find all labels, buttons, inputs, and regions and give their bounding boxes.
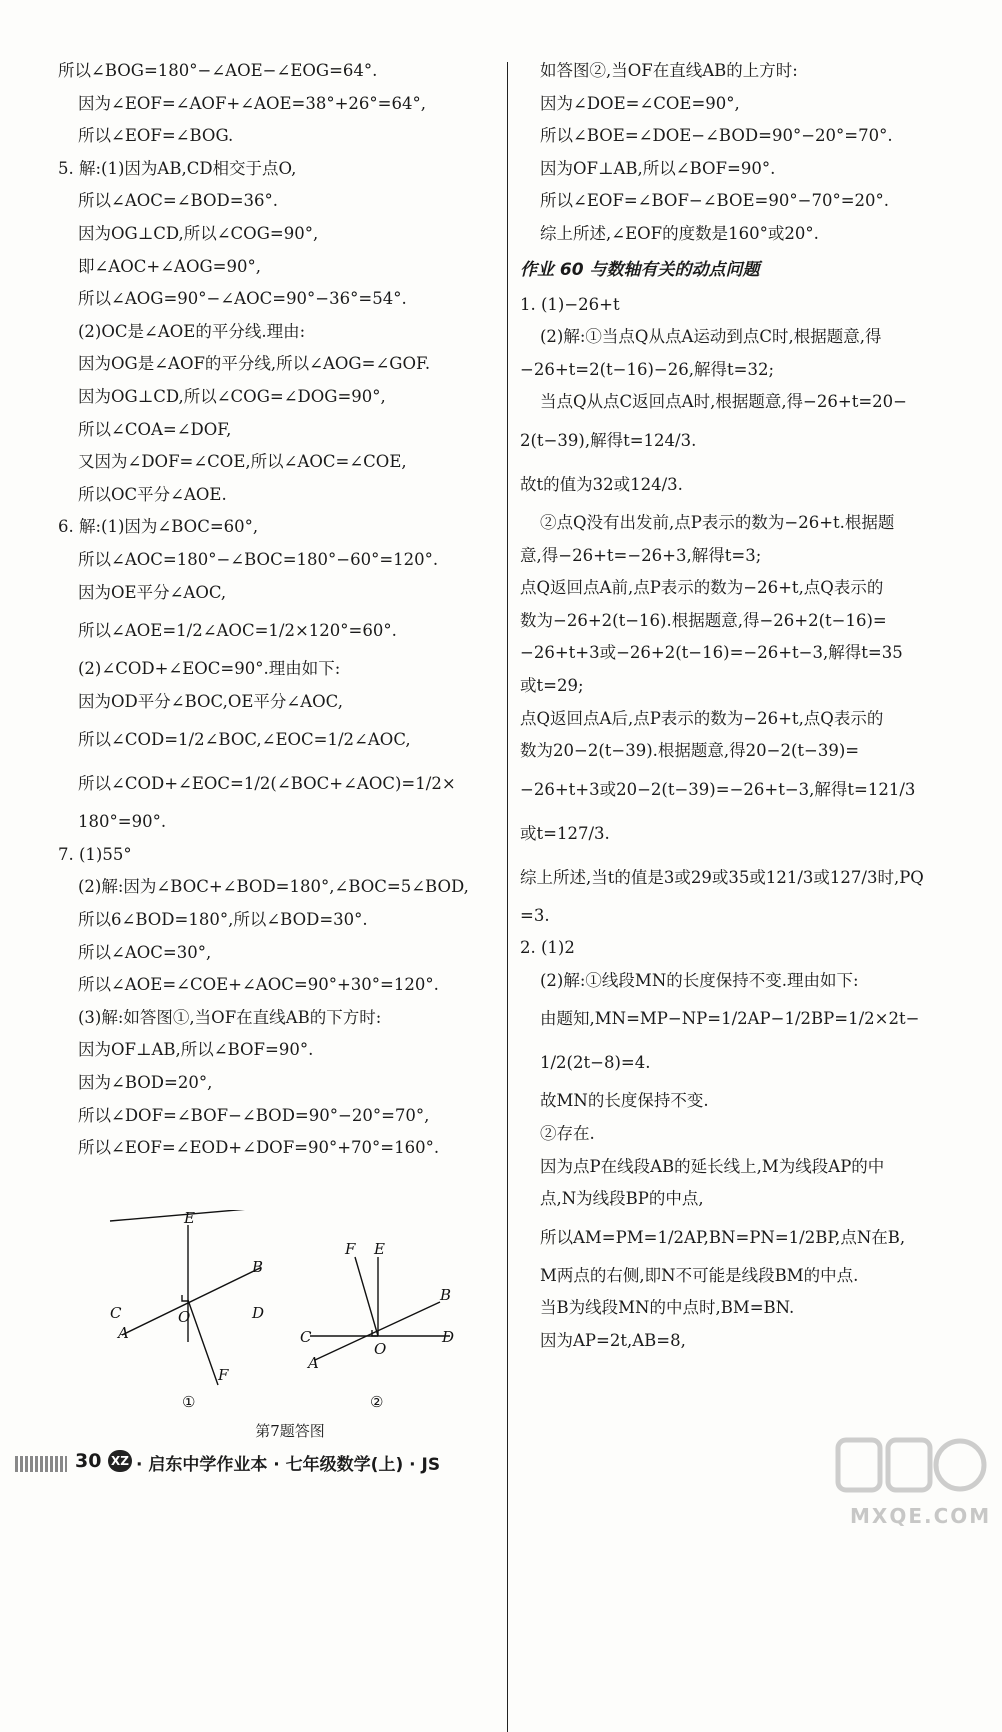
text-line: 或t=29; bbox=[520, 675, 584, 695]
problem-1-heading: 1. (1)−26+t bbox=[520, 294, 620, 314]
text-line: 所以∠AOG=90°−∠AOC=90°−36°=54°. bbox=[78, 289, 407, 309]
fig1-label-d: D bbox=[252, 1304, 265, 1322]
text-line: 所以AM=PM=1/2AP,BN=PN=1/2BP,点N在B, bbox=[540, 1227, 906, 1247]
fig1-label-o: O bbox=[178, 1308, 191, 1326]
text-line: 所以6∠BOD=180°,所以∠BOD=30°. bbox=[78, 910, 368, 930]
text-line: −26+t+3或−26+2(t−16)=−26+t−3,解得t=35 bbox=[520, 643, 903, 663]
text-line: 因为∠BOD=20°, bbox=[78, 1073, 213, 1093]
text-line: −26+t+3或20−2(t−39)=−26+t−3,解得t=121/3 bbox=[520, 779, 916, 799]
fig2-label-e: E bbox=[374, 1240, 385, 1258]
fig2-label-o: O bbox=[374, 1340, 387, 1358]
text-line: 当点Q从点C返回点A时,根据题意,得−26+t=20− bbox=[540, 392, 907, 412]
fig2-label-b: B bbox=[440, 1286, 452, 1304]
publisher-badge: XZ bbox=[108, 1450, 132, 1472]
text-line: 所以∠EOF=∠BOG. bbox=[78, 126, 234, 146]
text-line: 因为OG⊥CD,所以∠COG=∠DOG=90°, bbox=[78, 386, 386, 406]
watermark bbox=[830, 1432, 990, 1532]
text-line: 因为OD平分∠BOC,OE平分∠AOC, bbox=[78, 691, 343, 711]
text-line: 所以∠COA=∠DOF, bbox=[78, 419, 232, 439]
angle-diagram bbox=[100, 1210, 480, 1420]
text-line: 即∠AOC+∠AOG=90°, bbox=[78, 256, 261, 276]
text-line: 当B为线段MN的中点时,BM=BN. bbox=[540, 1298, 795, 1318]
watermark-text: MXQE.COM bbox=[850, 1504, 992, 1528]
text-line: 因为点P在线段AB的延长线上,M为线段AP的中 bbox=[540, 1156, 885, 1176]
text-line: 1/2(2t−8)=4. bbox=[540, 1053, 651, 1073]
text-line: 点Q返回点A后,点P表示的数为−26+t,点Q表示的 bbox=[520, 708, 884, 728]
right-column bbox=[520, 55, 960, 1358]
text-line: 点,N为线段BP的中点, bbox=[540, 1189, 704, 1209]
fig1-label-e: E bbox=[184, 1210, 195, 1227]
page-number: 30 bbox=[75, 1450, 102, 1472]
text-line: 因为OG⊥CD,所以∠COG=90°, bbox=[78, 223, 319, 243]
text-line: 由题知,MN=MP−NP=1/2AP−1/2BP=1/2×2t− bbox=[540, 1009, 920, 1029]
text-line: (2)解:①线段MN的长度保持不变.理由如下: bbox=[540, 970, 859, 990]
problem-7-figures bbox=[100, 1210, 480, 1450]
text-line: 所以∠EOF=∠BOF−∠BOE=90°−70°=20°. bbox=[540, 191, 890, 211]
fig1-label-f: F bbox=[218, 1366, 229, 1384]
text-line: 所以∠AOE=∠COE+∠AOC=90°+30°=120°. bbox=[78, 975, 439, 995]
text-line: 因为∠EOF=∠AOF+∠AOE=38°+26°=64°, bbox=[78, 93, 426, 113]
text-line: =3. bbox=[520, 905, 550, 925]
figure-1 bbox=[110, 1210, 260, 1385]
text-line: 因为AP=2t,AB=8, bbox=[540, 1331, 686, 1351]
text-line: 如答图②,当OF在直线AB的上方时: bbox=[540, 61, 798, 80]
fig2-label-f: F bbox=[345, 1240, 356, 1258]
watermark-logo-icon bbox=[830, 1432, 990, 1502]
problem-7-heading: 7. (1)55° bbox=[58, 844, 132, 864]
text-line: (2)解:因为∠BOC+∠BOD=180°,∠BOC=5∠BOD, bbox=[78, 877, 469, 897]
fig2-label-a: A bbox=[308, 1354, 319, 1372]
text-line: 180°=90°. bbox=[78, 812, 167, 832]
text-line: (2)OC是∠AOE的平分线.理由: bbox=[78, 321, 306, 341]
text-line: 所以∠AOC=∠BOD=36°. bbox=[78, 191, 279, 211]
text-line: 所以∠EOF=∠EOD+∠DOF=90°+70°=160°. bbox=[78, 1138, 440, 1158]
text-line: ②点Q没有出发前,点P表示的数为−26+t.根据题 bbox=[540, 512, 895, 532]
text-line: 因为OG是∠AOF的平分线,所以∠AOG=∠GOF. bbox=[78, 354, 431, 374]
text-line: 因为OE平分∠AOC, bbox=[78, 582, 227, 602]
text-line: 因为OF⊥AB,所以∠BOF=90°. bbox=[540, 158, 776, 178]
text-line: −26+t=2(t−16)−26,解得t=32; bbox=[520, 359, 775, 379]
text-line: 数为−26+2(t−16).根据题意,得−26+2(t−16)= bbox=[520, 610, 887, 630]
text-line: 因为∠DOE=∠COE=90°, bbox=[540, 93, 740, 113]
section-heading: 作业 60 与数轴有关的动点问题 bbox=[520, 259, 760, 280]
text-line: 点Q返回点A前,点P表示的数为−26+t,点Q表示的 bbox=[520, 578, 884, 598]
fig2-label-c: C bbox=[300, 1328, 312, 1346]
fig2-number: ② bbox=[370, 1393, 384, 1411]
text-line: 综上所述,∠EOF的度数是160°或20°. bbox=[540, 223, 819, 243]
text-line: (3)解:如答图①,当OF在直线AB的下方时: bbox=[78, 1007, 382, 1027]
text-line: 所以∠BOE=∠DOE−∠BOD=90°−20°=70°. bbox=[540, 126, 893, 146]
problem-2-heading: 2. (1)2 bbox=[520, 938, 575, 958]
text-line: (2)解:①当点Q从点A运动到点C时,根据题意,得 bbox=[540, 327, 882, 347]
problem-6-heading: 6. 解:(1)因为∠BOC=60°, bbox=[58, 517, 259, 537]
text-line: 所以∠COD=1/2∠BOC,∠EOC=1/2∠AOC, bbox=[78, 730, 411, 750]
fig1-label-b: B bbox=[252, 1258, 264, 1276]
text-line: 意,得−26+t=−26+3,解得t=3; bbox=[520, 545, 762, 565]
fig1-label-a: A bbox=[118, 1324, 129, 1342]
figure-caption: 第7题答图 bbox=[255, 1422, 325, 1440]
text-line: 所以∠AOE=1/2∠AOC=1/2×120°=60°. bbox=[78, 621, 397, 641]
text-line: 所以∠DOF=∠BOF−∠BOD=90°−20°=70°, bbox=[78, 1105, 430, 1125]
text-line: (2)∠COD+∠EOC=90°.理由如下: bbox=[78, 659, 341, 679]
text-line: 故MN的长度保持不变. bbox=[540, 1091, 709, 1111]
text-line: 或t=127/3. bbox=[520, 823, 610, 843]
left-column bbox=[58, 55, 488, 1165]
fig2-label-d: D bbox=[442, 1328, 455, 1346]
book-title: · 启东中学作业本 · 七年级数学(上) · JS bbox=[136, 1455, 441, 1475]
text-line: 因为OF⊥AB,所以∠BOF=90°. bbox=[78, 1040, 314, 1060]
text-line: 所以∠AOC=180°−∠BOC=180°−60°=120°. bbox=[78, 549, 439, 569]
text-line: 综上所述,当t的值是3或29或35或121/3或127/3时,PQ bbox=[520, 867, 924, 887]
text-line: 数为20−2(t−39).根据题意,得20−2(t−39)= bbox=[520, 741, 860, 761]
text-line: 又因为∠DOF=∠COE,所以∠AOC=∠COE, bbox=[78, 452, 407, 472]
fig1-number: ① bbox=[182, 1393, 196, 1411]
text-line: 所以∠BOG=180°−∠AOE−∠EOG=64°. bbox=[58, 61, 378, 80]
fig1-label-c: C bbox=[110, 1304, 122, 1322]
text-line: ②存在. bbox=[540, 1124, 595, 1144]
text-line: M两点的右侧,即N不可能是线段BM的中点. bbox=[540, 1265, 859, 1285]
problem-5-heading: 5. 解:(1)因为AB,CD相交于点O, bbox=[58, 158, 297, 178]
barcode-decoration bbox=[15, 1456, 67, 1472]
text-line: 故t的值为32或124/3. bbox=[520, 474, 683, 494]
text-line: 2(t−39),解得t=124/3. bbox=[520, 430, 697, 450]
text-line: 所以OC平分∠AOE. bbox=[78, 484, 227, 504]
text-line: 所以∠COD+∠EOC=1/2(∠BOC+∠AOC)=1/2× bbox=[78, 774, 456, 794]
text-line: 所以∠AOC=30°, bbox=[78, 942, 212, 962]
